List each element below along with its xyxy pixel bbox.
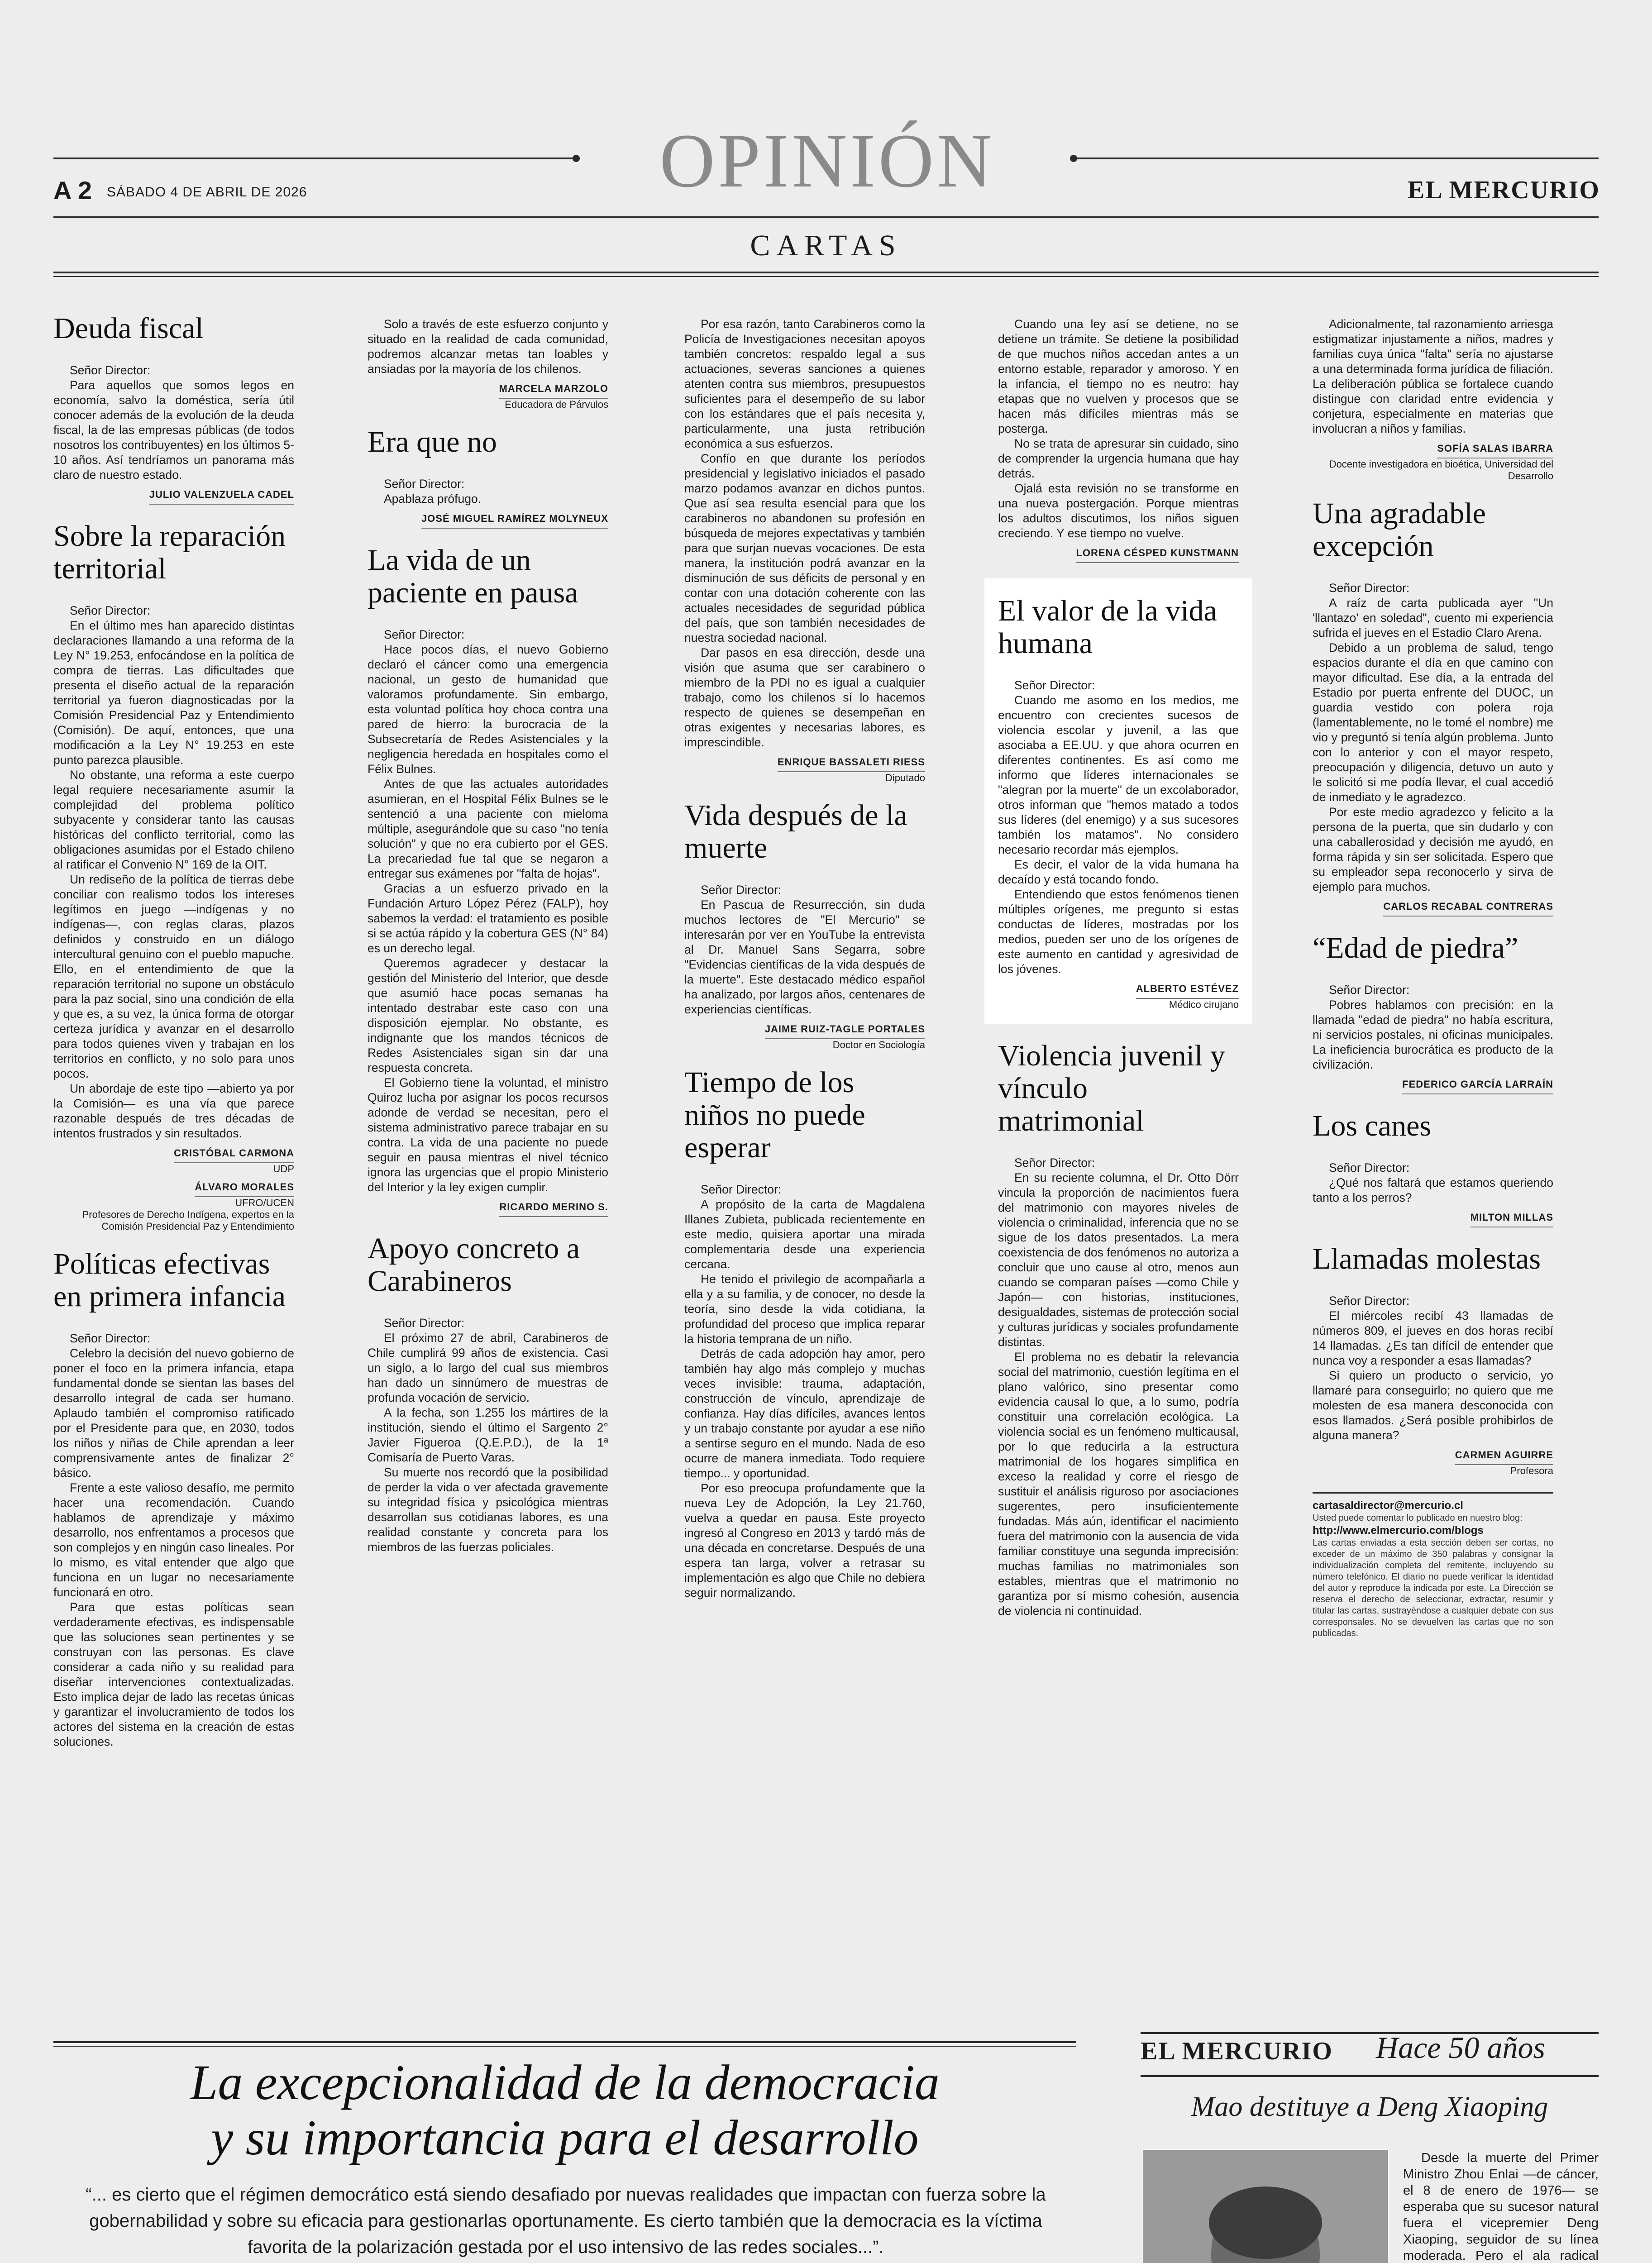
header-rule-mid [53, 216, 1599, 218]
letters-column-5 [1313, 317, 1553, 1639]
letter-carabineros-cont [684, 317, 925, 784]
letter-paragraph: Pobres hablamos con precisión: en la llamada "edad de piedra" no había escritura, ni servicios postales, ni oficinas municipales. La ineficiencia burocrática es producto de la civilización. [1313, 998, 1553, 1071]
subsection-title: CARTAS [750, 229, 902, 262]
hace50-brand: EL MERCURIO [1141, 2037, 1333, 2065]
letter-paragraph: Queremos agradecer y destacar la gestión del Ministerio del Interior, que desde que asumió hace pocas semanas ha intentado destrabar este caso con una disposición ejemplar. No obstante, es indignante que los mandos técnicos de Redes Asistenciales sigan sin dar una respuesta concreta. [368, 956, 608, 1074]
feature-title-line1: La excepcionalidad de la democracia [190, 2055, 940, 2110]
letter-paragraph: Cuando me asomo en los medios, me encuentro con crecientes sucesos de violencia escolar y juvenil, a las que asociaba a EE.UU. y que ahora ocurren en diferentes continentes. Es así como me informo que líderes internacionales se "alegran por la muerte" de un excolaborador, otros informan que "hemos matado a todos sus líderes (del enemigo) y a sus sucesores también los matamos". No considero necesario recordar más ejemplos. [998, 693, 1239, 856]
letter-paragraph: A propósito de la carta de Magdalena Illanes Zubieta, publicada recientemente en este medio, quisiera aportar una mirada complementaria desde una experiencia cercana. [684, 1198, 925, 1271]
contact-box [1313, 1492, 1553, 1639]
letter-paragraph: No se trata de apresurar sin cuidado, sino de comprender la urgencia humana que hay detrás. [998, 437, 1239, 480]
letter-paragraph: Si quiero un producto o servicio, yo llamaré para conseguirlo; no quiero que me molesten de esa manera desconocida con esos llamados. ¿Será posible prohibirlos de alguna manera? [1313, 1369, 1553, 1442]
signature: LORENA CÉSPED KUNSTMANN [1076, 545, 1239, 563]
signature-role: Profesora [1510, 1465, 1553, 1476]
salutation: Señor Director: [1329, 983, 1410, 997]
signature-role: Diputado [885, 772, 925, 783]
letter-paragraph: El problema no es debatir la relevancia social del matrimonio, cuestión legítima en el plano valórico, sino presentar como evidencia causal lo que, a lo sumo, podría constituir una correlación ecológica. La violencia social es un fenómeno multicausal, por lo que reducirla a la estructura matrimonial de los hogares simplifica en exceso la realidad y corre el riesgo de sustituir el análisis riguroso por asociaciones sugerentes, pero insuficientemente fundadas. Más aún, identificar el nacimiento fuera del matrimonio con la ausencia de vida familiar constituye una segunda imprecisión: muchas familias no matrimoniales son estables, mientras que el matrimonio no garantiza por sí mismo cohesión, ausencia de violencia ni continuidad. [998, 1350, 1239, 1618]
letter-paragraph: ¿Qué nos faltará que estamos queriendo tanto a los perros? [1313, 1176, 1553, 1204]
letter-paragraph: El próximo 27 de abril, Carabineros de Chile cumplirá 99 años de existencia. Casi un siglo, a lo largo del cual sus miembros han dado un sinnúmero de muestras de profunda vocación de servicio. [368, 1331, 608, 1404]
salutation: Señor Director: [1329, 1161, 1410, 1174]
letter-deuda [53, 312, 294, 505]
letter-paragraph: Apablaza prófugo. [384, 492, 482, 506]
letter-ninos-cont [998, 317, 1239, 563]
signature: ÁLVARO MORALES [195, 1179, 294, 1197]
salutation: Señor Director: [1014, 678, 1095, 692]
letter-paragraph: Gracias a un esfuerzo privado en la Fundación Arturo López Pérez (FALP), hoy sabemos la verdad: el tratamiento es posible si se actúa rápido y la cobertura GES (N° 84) es un derecho legal. [368, 882, 608, 955]
letter-title: Los canes [1313, 1109, 1432, 1142]
letter-carabineros [368, 1232, 608, 1555]
letters-column-2 [368, 317, 608, 1570]
salutation: Señor Director: [384, 628, 465, 641]
letter-paragraph: En Pascua de Resurrección, sin duda muchos lectores de "El Mercurio" se interesarán por ver en YouTube la entrevista al Dr. Manuel Sans Segarra, sobre "Evidencias científicas de la vida después de la muerte". Este destacado médico español ha analizado, por largos años, centenares de experiencias científicas. [684, 898, 925, 1016]
letter-title: Violencia juvenil y vínculo matrimonial [998, 1039, 1225, 1137]
contact-blog-link[interactable]: http://www.elmercurio.com/blogs [1313, 1524, 1484, 1537]
letter-canes [1313, 1110, 1553, 1227]
letter-paragraph: No obstante, una reforma a este cuerpo legal requiere necesariamente asumir la complejidad del problema político subyacente y considerar tanto las causas históricas del conflicto territorial, como las obligaciones asumidas por el Estado chileno al ratificar el Convenio N° 169 de la OIT. [53, 768, 294, 871]
letter-piedra [1313, 932, 1553, 1094]
signature-role: Profesores de Derecho Indígena, expertos en la Comisión Presidencial Paz y Entendimiento [82, 1209, 294, 1232]
deng-xiaoping-photo [1143, 2150, 1388, 2263]
signature-role: Médico cirujano [1169, 999, 1239, 1010]
letter-vida-box [984, 578, 1252, 1024]
letter-paragraph: Un abordaje de este tipo —abierto ya por la Comisión— es una vía que parece razonable después de tres décadas de intentos frustrados y sin resultados. [53, 1082, 294, 1140]
header-rule-bottom-thin [53, 276, 1599, 277]
letter-paragraph: Para que estas políticas sean verdaderamente efectivas, es indispensable que las soluciones sean pertinentes y se construyan con las personas. Es clave considerar a cada niño y su realidad para diseñar intervenciones contextualizadas. Esto implica dejar de lado las recetas únicas y garantizar el involucramiento de todos los actores del sistema en la creación de estas soluciones. [53, 1600, 294, 1748]
letter-paragraph: A la fecha, son 1.255 los mártires de la institución, siendo el último el Sargento 2° Javier Figueroa (Q.E.P.D.), de la 1ª Comisaría de Puerto Varas. [368, 1406, 608, 1464]
letter-paragraph: Solo a través de este esfuerzo conjunto y situado en la realidad de cada comunidad, podremos alcanzar metas tan loables y ansiadas por la mayoría de los chilenos. [368, 317, 608, 376]
letter-violencia-cont [1313, 317, 1553, 482]
salutation: Señor Director: [1329, 581, 1410, 595]
signature: CRISTÓBAL CARMONA [174, 1146, 294, 1163]
hace50-intro: Desde la muerte del Primer Ministro Zhou Enlai —de cáncer, el 8 de enero de 1976— se esperaba que su sucesor natural fuera el vicepremier Deng Xiaoping, seguidor de su línea moderada. Pero el ala radical [1403, 2151, 1599, 2263]
salutation: Señor Director: [70, 1332, 151, 1345]
signature-role: Educadora de Párvulos [505, 399, 608, 410]
feature-title-line2: y su importancia para el desarrollo [211, 2110, 919, 2165]
letter-excepcion [1313, 497, 1553, 917]
feature-title [53, 2055, 1076, 2165]
header-rule-bottom [53, 272, 1599, 273]
letter-paragraph: Dar pasos en esa dirección, desde una visión que asuma que ser carabinero o miembro de la PDI no es igual a cualquier trabajo, como los chilenos sí lo hacemos respecto de quienes se desempeñan en otras exigentes y necesarias labores, es imprescindible. [684, 646, 925, 749]
header-dot-left [573, 155, 580, 162]
letter-paragraph: En el último mes han aparecido distintas declaraciones llamando a una reforma de la Ley N° 19.253, enfocándose en la política de compra de tierras. Las dificultades que presenta el diseño actual de la reparación territorial ya fueron diagnosticadas por la Comisión Presidencial Paz y Entendimiento (Comisión). De aquí, entonces, que una modificación a la Ley N° 19.253 en este punto parezca plausible. [53, 619, 294, 767]
letter-infancia [53, 1248, 294, 1749]
salutation: Señor Director: [1329, 1294, 1410, 1308]
letter-paragraph: El miércoles recibí 43 llamadas de números 809, el jueves en dos horas recibí 14 llamadas. ¿Es tan difícil de entender que nunca voy a responder a esas llamadas? [1313, 1309, 1553, 1367]
letter-title: Deuda fiscal [53, 312, 204, 345]
salutation: Señor Director: [701, 883, 782, 897]
page-number: A 2 [53, 176, 92, 205]
signature: FEDERICO GARCÍA LARRAÍN [1402, 1077, 1553, 1094]
salutation: Señor Director: [1014, 1156, 1095, 1170]
contact-rules: Las cartas enviadas a esta sección deben ser cortas, no exceder de un máximo de 350 palabras y consignar la individualización completa del remitente, incluyendo su número telefónico. El diario no puede verificar la identidad del autor y reproduce la indicada por este. La Dirección se reserva el derecho de seleccionar, extractar, resumir y titular las cartas, sustrayéndose a cualquier debate con sus corresponsales. No se devuelven las cartas que no son publicadas. [1313, 1538, 1553, 1638]
letter-title: Una agradable excepción [1313, 497, 1486, 563]
signature: SOFÍA SALAS IBARRA [1437, 441, 1553, 458]
letter-reparacion [53, 520, 294, 1232]
letter-paragraph: He tenido el privilegio de acompañarla a ella y a su familia, y de conocer, no desde la teoría, sino desde la vida cotidiana, la profundidad del proceso que implica reparar la historia temprana de un niño. [684, 1272, 925, 1346]
bottom-section-rule-thin [53, 2046, 1076, 2047]
letter-ninos [684, 1066, 925, 1600]
salutation: Señor Director: [70, 363, 151, 377]
signature: JULIO VALENZUELA CADEL [149, 487, 294, 505]
letter-title: Apoyo concreto a Carabineros [368, 1232, 580, 1298]
letter-paragraph: Hace pocos días, el nuevo Gobierno declaró el cáncer como una emergencia nacional, un gesto de humanidad que valoramos profundamente. Sin embargo, esta voluntad política hoy choca contra una pared de hierro: la burocracia de la Subsecretaría de Redes Asistenciales y la negligencia heredada en hospitales como el Félix Bulnes. [368, 643, 608, 776]
signature: ENRIQUE BASSALETI RIESS [778, 754, 925, 772]
letter-paragraph: Un rediseño de la política de tierras debe conciliar con realismo todos los intereses legítimos en juego —indígenas y no indígenas—, con reglas claras, plazos definidos y construido en un diálogo intercultural genuino con el pueblo mapuche. Ello, en el entendimiento de que la reparación territorial no supone un obstáculo para la paz social, sino una condición de ella y que es, a su vez, la única forma de otorgar certeza jurídica y avanzar en el desarrollo para todos quienes viven y trabajan en los territorios en conflicto, y no solo para unos pocos. [53, 873, 294, 1080]
bottom-section-rule [53, 2041, 1076, 2043]
letter-title: Sobre la reparación territorial [53, 520, 286, 585]
signature: JOSÉ MIGUEL RAMÍREZ MOLYNEUX [421, 511, 608, 529]
letter-title: La vida de un paciente en pausa [368, 544, 578, 609]
letter-title: Vida después de la muerte [684, 799, 907, 864]
signature: ALBERTO ESTÉVEZ [1136, 981, 1239, 999]
letter-paragraph: Confío en que durante los períodos presidencial y legislativo iniciados el pasado marzo podamos avanzar en dichos puntos. Que así sea resulta esencial para que los carabineros no abandonen su profesión en búsqueda de mejores expectativas y también para que surjan nuevas vocaciones. De esta manera, la institución podrá avanzar en la disminución de sus déficits de personal y en contar con una dotación coherente con las actuales necesidades de seguridad pública del país, que son también necesidades de nuestra sociedad nacional. [684, 452, 925, 645]
signature-role: Docente investigadora en bioética, Universidad del Desarrollo [1329, 458, 1553, 482]
letter-title: “Edad de piedra” [1313, 931, 1518, 964]
letter-paragraph: Para aquellos que somos legos en economía, salvo la doméstica, sería útil conocer además de la evolución de la deuda fiscal, la de las empresas públicas (de todos nosotros los contribuyentes) en los últimos 5-10 años. Así tendríamos un panorama más claro de nuestro estado. [53, 378, 294, 482]
header-top-rule-right [1074, 158, 1599, 159]
letter-paragraph: Por esa razón, tanto Carabineros como la Policía de Investigaciones necesitan apoyos también concretos: respaldo legal a sus actuaciones, severas sanciones a quienes atenten contra sus miembros, presupuestos suficientes para el desempeño de su labor con los estándares que el país necesita y, particularmente, una justa retribución económica a sus esfuerzos. [684, 317, 925, 450]
letter-paragraph: Detrás de cada adopción hay amor, pero también hay algo más complejo y muchas veces invisible: trauma, adaptación, construcción de vínculo, aprendizaje de confianza. Hay días difíciles, avances lentos y un trabajo constante por ayudar a ese niño a sentirse seguro en el mundo. Nada de eso ocurre de manera inmediata. Todo requiere tiempo... y oportunidad. [684, 1347, 925, 1480]
letter-paragraph: Por eso preocupa profundamente que la nueva Ley de Adopción, la Ley 21.760, vuelva a quedar en pausa. Este proyecto ingresó al Congreso en 2013 y tardó más de una década en concretarse. Después de una espera tan larga, volver a retrasar su implementación es algo que Chile no debiera seguir normalizando. [684, 1481, 925, 1599]
letter-title: El valor de la vida humana [998, 594, 1217, 660]
letter-violencia [998, 1040, 1239, 1618]
letter-paciente [368, 544, 608, 1217]
section-title-opinion: OPINIÓN [659, 118, 995, 203]
contact-line: Usted puede comentar lo publicado en nuestro blog: [1313, 1513, 1523, 1523]
letter-muerte [684, 799, 925, 1051]
masthead: EL MERCURIO [1408, 176, 1600, 204]
letter-paragraph: Cuando una ley así se detiene, no se detiene un trámite. Se detiene la posibilidad de que muchos niños accedan antes a un entorno estable, reparador y amoroso. Y en la infancia, el tiempo no es neutro: hay etapas que no vuelven y procesos que se hacen más difíciles mientras más se posterga. [998, 317, 1239, 435]
letters-column-4 [998, 317, 1239, 1634]
signature: JAIME RUIZ-TAGLE PORTALES [765, 1022, 925, 1039]
letter-era [368, 426, 608, 529]
hace50-title: Mao destituye a Deng Xiaoping [1191, 2091, 1548, 2122]
letter-paragraph: Es decir, el valor de la vida humana ha decaído y está tocando fondo. [998, 858, 1239, 886]
letter-paragraph: El Gobierno tiene la voluntad, el ministro Quiroz lucha por asignar los pocos recursos adonde de verdad se necesitan, pero el sistema administrativo parece trabajar en su contra. La vida de una paciente no puede seguir en pausa mientras el nivel técnico ignora las urgencias que el propio Ministerio del Interior y la ley exigen cumplir. [368, 1076, 608, 1194]
letter-paragraph: En su reciente columna, el Dr. Otto Dörr vincula la proporción de nacimientos fuera del matrimonio con mayores niveles de violencia o criminalidad, inferencia que no se sigue de los datos presentados. La mera coexistencia de dos fenómenos no autoriza a concluir que uno cause al otro, menos aun cuando se comparan países —como Chile y Japón— con historias, instituciones, desigualdades, sistemas de protección social y culturas jurídicas y sociales profundamente distintas. [998, 1171, 1239, 1349]
letter-paragraph: Frente a este valioso desafío, me permito hacer una recomendación. Cuando hablamos de aprendizaje y máximo desarrollo, nos enfrentamos a procesos que son complejos y en ningún caso lineales. Por lo mismo, es vital entender que algo que funciona en un lugar no necesariamente funcionará en otro. [53, 1481, 294, 1599]
salutation: Señor Director: [701, 1183, 782, 1196]
header-top-rule [53, 158, 576, 159]
letters-column-3 [684, 317, 925, 1616]
letter-paragraph: Entendiendo que estos fenómenos tienen múltiples orígenes, me pregunto si estas conductas de líderes, mostradas por los medios, pueden ser uno de los orígenes de este aumento en cantidad y agresividad de los jóvenes. [998, 888, 1239, 976]
signature-role: Doctor en Sociología [832, 1039, 925, 1050]
letters-column-1 [53, 312, 294, 1765]
contact-email[interactable]: cartasaldirector@mercurio.cl [1313, 1499, 1463, 1512]
letter-title: Políticas efectivas en primera infancia [53, 1247, 286, 1313]
feature-quote: “... es cierto que el régimen democrático está siendo desafiado por nuevas realidades que impactan con fuerza sobre la gobernabilidad y sobre su eficacia para gestionarlas oportunamente. Es cierto también que la democracia es la víctima favorita de la polarización gestada por el uso intensivo de las redes sociales...”. [86, 2185, 1046, 2257]
hace50-rule [1141, 2075, 1599, 2077]
hace50-script-label: Hace 50 años [1376, 2030, 1545, 2065]
salutation: Señor Director: [384, 1316, 465, 1330]
signature: CARMEN AGUIRRE [1455, 1447, 1553, 1465]
letter-title: Era que no [368, 425, 497, 458]
signature-role: UDP [273, 1163, 294, 1174]
letter-paragraph: Por este medio agradezco y felicito a la persona de la puerta, que sin dudarlo y con una caballerosidad y decisión me ayudó, en forma rápida y sin ser solicitada. Espero que su empleador sepa reconocerlo y sirva de ejemplo para muchos. [1313, 805, 1553, 893]
signature: MILTON MILLAS [1471, 1210, 1553, 1227]
signature: CARLOS RECABAL CONTRERAS [1383, 899, 1553, 917]
page-date: SÁBADO 4 DE ABRIL DE 2026 [107, 185, 307, 200]
letter-paragraph: Debido a un problema de salud, tengo espacios durante el día en que camino con mayor dificultad. Ese día, a la entrada del Estadio por puerta enfrente del DUOC, un guardia vestido con polera roja (lamentablemente, no le tomé el nombre) me vio y preguntó si tenía algún problema. Junto con lo anterior y con el mayor respeto, preocupación y diligencia, detuvo un auto y le solicitó si me podía llevar, el cual accedió de inmediato y le agradezco. [1313, 641, 1553, 804]
header-dot-right [1070, 155, 1077, 162]
letter-title: Tiempo de los niños no puede esperar [684, 1066, 865, 1164]
salutation: Señor Director: [70, 604, 151, 617]
signature: RICARDO MERINO S. [499, 1199, 608, 1217]
letter-paragraph: Antes de que las actuales autoridades asumieran, en el Hospital Félix Bulnes se le sentenció a una paciente con mieloma múltiple, asegurándole que su caso "no tenía solución" y que no era cubierto por el GES. La precariedad fue tal que se negaron a entregar sus exámenes por "falta de hojas". [368, 777, 608, 880]
letter-paragraph: Celebro la decisión del nuevo gobierno de poner el foco en la primera infancia, etapa fundamental donde se sientan las bases del desarrollo integral de cada ser humano. Aplaudo también el compromiso ratificado por el Presidente para que, en 2030, todos los niños y niñas de Chile aprendan a leer comprensivamente antes de finalizar 2° básico. [53, 1346, 294, 1480]
letter-llamadas [1313, 1243, 1553, 1477]
signature-role: UFRO/UCEN [235, 1197, 294, 1208]
letter-paragraph: Ojalá esta revisión no se transforme en una nueva postergación. Porque mientras los adultos discutimos, los niños siguen creciendo. Y ese tiempo no vuelve. [998, 482, 1239, 540]
letter-infancia-cont [368, 317, 608, 411]
letter-title: Llamadas molestas [1313, 1242, 1541, 1275]
letter-paragraph: Adicionalmente, tal razonamiento arriesga estigmatizar injustamente a niños, madres y familias cuya única "falta" sería no ajustarse a una determinada forma jurídica de filiación. La deliberación pública se fortalece cuando distingue con claridad entre evidencia y conjetura, especialmente en materias que involucran a niños y familias. [1313, 317, 1553, 435]
letter-paragraph: A raíz de carta publicada ayer "Un 'llantazo' en soledad", cuento mi experiencia sufrida el jueves en el Estadio Claro Arena. [1313, 596, 1553, 640]
signature: MARCELA MARZOLO [499, 381, 609, 399]
salutation: Señor Director: [384, 477, 465, 491]
letter-paragraph: Su muerte nos recordó que la posibilidad de perder la vida o ver afectada gravemente su integridad física y psicológica mientras desarrollan sus cotidianas labores, es una realidad constante y concreta para los miembros de las fuerzas policiales. [368, 1466, 608, 1554]
